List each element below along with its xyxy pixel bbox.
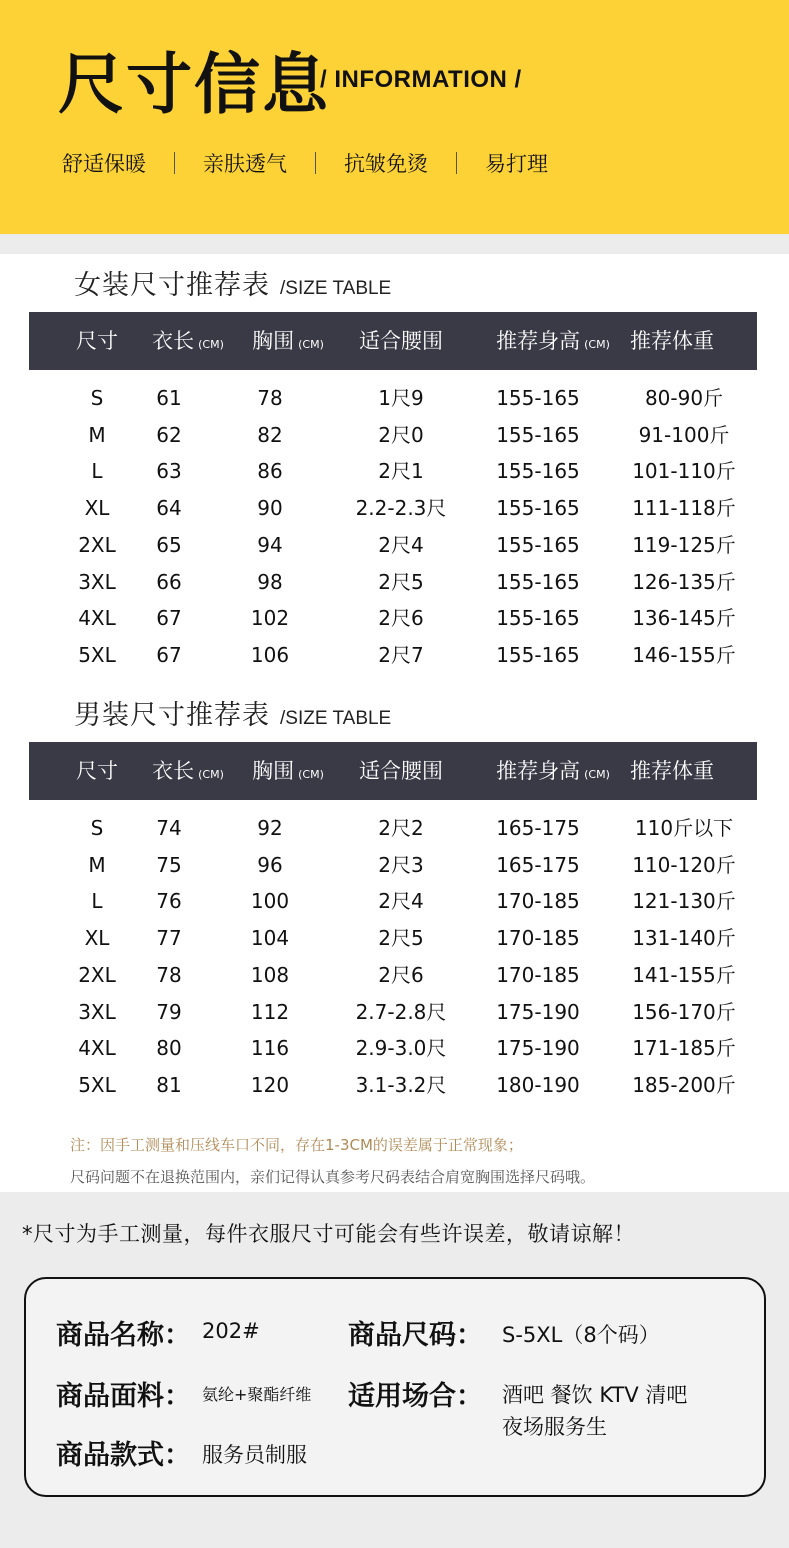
- women-table-title: [74, 263, 391, 302]
- table-cell: 155-165: [496, 422, 580, 447]
- column-header-label: 适合腰围: [359, 329, 443, 353]
- column-header: [152, 742, 224, 800]
- table-cell: 75: [156, 852, 182, 877]
- column-header-unit: (CM): [584, 338, 610, 351]
- table-cell: 104: [250, 926, 290, 951]
- table-cell: 155-165: [496, 532, 580, 557]
- section-subtitle: /SIZE TABLE: [280, 278, 392, 299]
- table-cell: 102: [250, 606, 290, 631]
- table-row: [0, 847, 789, 883]
- table-cell: 64: [156, 496, 182, 521]
- table-cell: 2.7-2.8尺: [355, 999, 447, 1024]
- table-cell: 2尺2: [378, 816, 424, 840]
- table-cell: 5XL: [78, 1072, 116, 1097]
- product-fabric-label: 商品面料：: [56, 1381, 191, 1412]
- table-row: [0, 810, 789, 846]
- table-cell: 2尺4: [378, 889, 424, 914]
- table-cell: 155-165: [496, 459, 580, 484]
- column-header-label: 尺寸: [76, 329, 118, 353]
- column-header: [630, 312, 714, 370]
- table-cell: 141-155斤: [632, 962, 736, 987]
- table-cell: 106: [250, 642, 290, 667]
- table-cell: 2尺5: [378, 926, 424, 951]
- men-table-title: [74, 693, 391, 732]
- product-use-label: 适用场合：: [348, 1381, 483, 1412]
- table-cell: 175-190: [496, 1036, 580, 1061]
- table-cell: 155-165: [496, 569, 580, 594]
- table-cell: 76: [156, 889, 182, 914]
- women-table-header: [29, 312, 757, 370]
- tag-divider: [456, 152, 457, 174]
- column-header-unit: (CM): [584, 768, 610, 781]
- table-cell: 170-185: [496, 962, 580, 987]
- men-table-header: [29, 742, 757, 800]
- tag-divider: [174, 152, 175, 174]
- table-cell: 116: [250, 1036, 290, 1061]
- table-cell: 155-165: [496, 642, 580, 667]
- table-cell: 5XL: [78, 642, 116, 667]
- column-header-label: 衣长: [152, 759, 195, 783]
- table-cell: S: [90, 816, 104, 840]
- feature-tag: 易打理: [485, 152, 548, 176]
- table-cell: 2.2-2.3尺: [355, 496, 447, 521]
- table-cell: 180-190: [496, 1072, 580, 1097]
- table-cell: 2尺5: [378, 569, 424, 594]
- section-subtitle: /SIZE TABLE: [280, 708, 392, 729]
- table-cell: 81: [156, 1072, 182, 1097]
- table-cell: 74: [156, 816, 182, 840]
- table-cell: 121-130斤: [632, 889, 736, 914]
- table-row: [0, 1067, 789, 1103]
- table-cell: 90: [257, 496, 283, 521]
- feature-tag: 亲肤透气: [203, 152, 287, 176]
- table-cell: 77: [156, 926, 182, 951]
- table-cell: 170-185: [496, 889, 580, 914]
- table-cell: 112: [250, 999, 290, 1024]
- table-cell: 146-155斤: [632, 642, 736, 667]
- table-cell: M: [88, 852, 106, 877]
- table-cell: 2尺3: [378, 852, 424, 877]
- table-cell: 3XL: [78, 569, 116, 594]
- table-row: [0, 637, 789, 673]
- table-cell: 96: [257, 852, 283, 877]
- table-cell: 120: [250, 1072, 290, 1097]
- feature-tag: 抗皱免烫: [344, 152, 428, 176]
- table-cell: XL: [84, 926, 110, 951]
- table-cell: 4XL: [78, 1036, 116, 1061]
- column-header-label: 推荐体重: [630, 329, 714, 353]
- table-cell: 2XL: [78, 962, 116, 987]
- table-cell: 2尺1: [378, 459, 424, 484]
- table-cell: 92: [257, 816, 283, 840]
- table-cell: 2尺6: [378, 962, 424, 987]
- table-row: [0, 564, 789, 600]
- page-title: 尺寸信息: [58, 46, 330, 123]
- table-row: [0, 527, 789, 563]
- table-cell: 156-170斤: [632, 999, 736, 1024]
- feature-tags: [62, 148, 548, 178]
- table-cell: 91-100斤: [638, 422, 730, 447]
- table-cell: XL: [84, 496, 110, 521]
- table-row: [0, 380, 789, 416]
- column-header: [496, 312, 610, 370]
- table-cell: 165-175: [496, 816, 580, 840]
- table-cell: 98: [257, 569, 283, 594]
- product-size-value: S-5XL（8个码）: [502, 1323, 660, 1347]
- column-header-label: 尺寸: [76, 759, 118, 783]
- product-name-label: 商品名称：: [56, 1320, 191, 1351]
- table-cell: 101-110斤: [632, 459, 736, 484]
- table-cell: 119-125斤: [632, 532, 736, 557]
- page-subtitle: / INFORMATION /: [320, 66, 522, 93]
- table-row: [0, 994, 789, 1030]
- product-name-value: 202#: [202, 1319, 260, 1343]
- column-header: [76, 742, 118, 800]
- column-header: [76, 312, 118, 370]
- column-header: [252, 742, 324, 800]
- table-row: [0, 600, 789, 636]
- table-cell: 185-200斤: [632, 1072, 736, 1097]
- column-header-label: 衣长: [152, 329, 195, 353]
- table-cell: 2.9-3.0尺: [355, 1036, 447, 1061]
- column-header: [152, 312, 224, 370]
- product-use-value: 酒吧 餐饮 KTV 清吧: [502, 1383, 688, 1407]
- table-cell: 155-165: [496, 386, 580, 410]
- table-cell: 67: [156, 642, 182, 667]
- header-banner: [0, 0, 789, 234]
- table-cell: 171-185斤: [632, 1036, 736, 1061]
- table-cell: 79: [156, 999, 182, 1024]
- table-cell: M: [88, 422, 106, 447]
- column-header-unit: (CM): [298, 338, 324, 351]
- table-cell: 80: [156, 1036, 182, 1061]
- product-style-label: 商品款式：: [56, 1440, 191, 1471]
- product-use-value-line2: 夜场服务生: [502, 1415, 607, 1439]
- column-header: [252, 312, 324, 370]
- table-cell: 110斤以下: [634, 816, 734, 840]
- table-row: [0, 1030, 789, 1066]
- column-header: [496, 742, 610, 800]
- measurement-note: 注：因手工测量和压线车口不同，存在1-3CM的误差属于正常现象；: [70, 1136, 523, 1154]
- table-cell: 170-185: [496, 926, 580, 951]
- table-cell: 67: [156, 606, 182, 631]
- product-fabric-value: 氨纶+聚酯纤维: [202, 1385, 312, 1404]
- table-row: [0, 490, 789, 526]
- tag-divider: [315, 152, 316, 174]
- table-cell: 4XL: [78, 606, 116, 631]
- column-header-unit: (CM): [198, 338, 224, 351]
- table-cell: 2XL: [78, 532, 116, 557]
- table-cell: 65: [156, 532, 182, 557]
- table-cell: 63: [156, 459, 182, 484]
- table-cell: 3XL: [78, 999, 116, 1024]
- table-cell: 78: [257, 386, 283, 410]
- table-cell: 100: [250, 889, 290, 914]
- table-cell: 78: [156, 962, 182, 987]
- table-cell: 2尺4: [378, 532, 424, 557]
- table-cell: 62: [156, 422, 182, 447]
- column-header-label: 推荐身高: [496, 759, 581, 783]
- table-cell: 61: [156, 386, 182, 410]
- column-header-label: 胸围: [252, 329, 295, 353]
- table-cell: 165-175: [496, 852, 580, 877]
- table-cell: 2尺7: [378, 642, 424, 667]
- table-cell: 108: [250, 962, 290, 987]
- table-cell: 66: [156, 569, 182, 594]
- table-cell: 155-165: [496, 496, 580, 521]
- column-header: [359, 312, 443, 370]
- product-size-label: 商品尺码：: [348, 1320, 483, 1351]
- table-cell: 2尺6: [378, 606, 424, 631]
- column-header-unit: (CM): [198, 768, 224, 781]
- table-cell: 136-145斤: [632, 606, 736, 631]
- table-cell: 131-140斤: [632, 926, 736, 951]
- column-header: [630, 742, 714, 800]
- table-cell: 111-118斤: [632, 496, 736, 521]
- table-cell: 126-135斤: [632, 569, 736, 594]
- return-policy-note: 尺码问题不在退换范围内，亲们记得认真参考尺码表结合肩宽胸围选择尺码哦。: [70, 1168, 596, 1186]
- table-cell: L: [91, 889, 103, 914]
- table-cell: 1尺9: [378, 386, 424, 410]
- column-header-label: 胸围: [252, 759, 295, 783]
- table-cell: 110-120斤: [632, 852, 736, 877]
- disclaimer: *尺寸为手工测量，每件衣服尺寸可能会有些许误差，敬请谅解！: [22, 1222, 635, 1246]
- column-header-label: 推荐身高: [496, 329, 581, 353]
- product-info-box: [24, 1277, 766, 1497]
- table-cell: 94: [257, 532, 283, 557]
- table-row: [0, 453, 789, 489]
- column-header-label: 推荐体重: [630, 759, 714, 783]
- table-row: [0, 883, 789, 919]
- column-header-unit: (CM): [298, 768, 324, 781]
- feature-tag: 舒适保暖: [62, 152, 146, 176]
- table-cell: S: [90, 386, 104, 410]
- table-cell: 3.1-3.2尺: [355, 1072, 447, 1097]
- table-cell: 86: [257, 459, 283, 484]
- table-cell: 80-90斤: [644, 386, 724, 410]
- table-cell: L: [91, 459, 103, 484]
- column-header: [359, 742, 443, 800]
- product-style-value: 服务员制服: [202, 1443, 307, 1467]
- table-cell: 2尺0: [378, 422, 424, 447]
- section-title-text: 男装尺寸推荐表: [74, 700, 270, 731]
- table-row: [0, 920, 789, 956]
- table-cell: 175-190: [496, 999, 580, 1024]
- table-row: [0, 417, 789, 453]
- table-row: [0, 957, 789, 993]
- section-title-text: 女装尺寸推荐表: [74, 270, 270, 301]
- table-cell: 155-165: [496, 606, 580, 631]
- column-header-label: 适合腰围: [359, 759, 443, 783]
- table-cell: 82: [257, 422, 283, 447]
